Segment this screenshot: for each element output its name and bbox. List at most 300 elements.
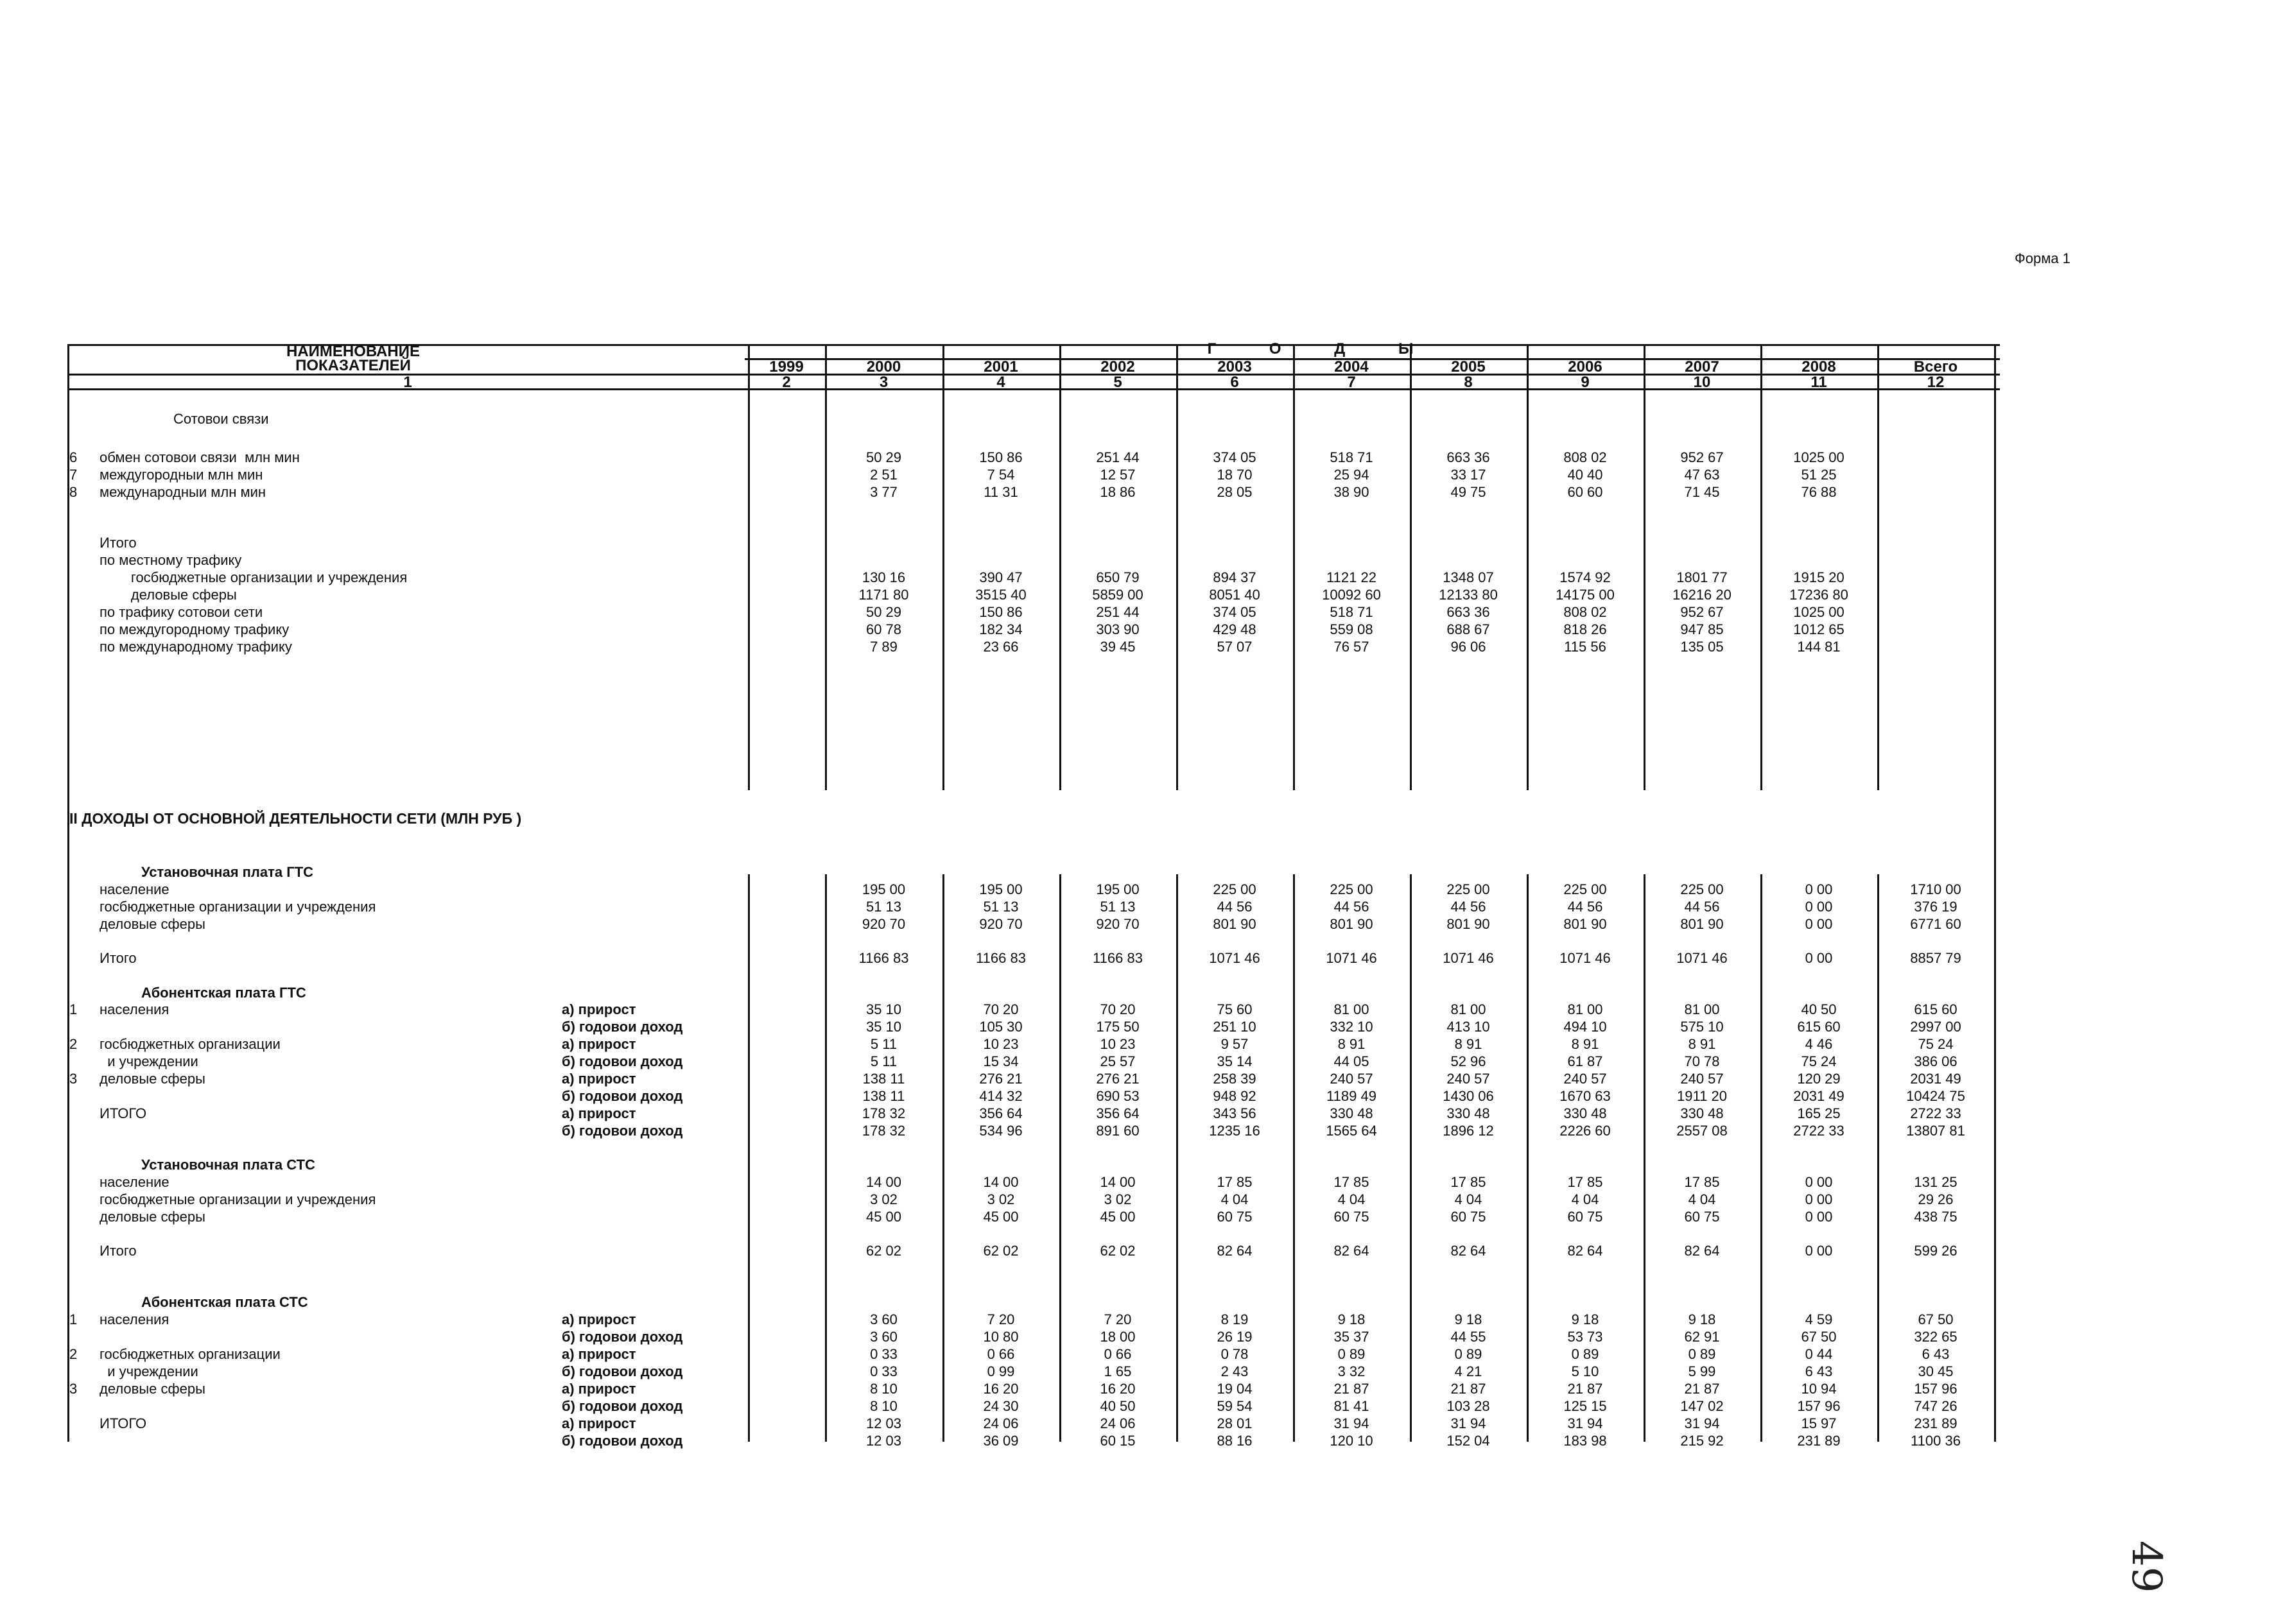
table-cell-value: 8 91 <box>1337 1036 1366 1052</box>
table-cell-value: 75 60 <box>1217 1001 1253 1017</box>
table-cell-value: 24 06 <box>1100 1415 1136 1431</box>
table-cell-value: 3 32 <box>1337 1363 1366 1379</box>
table-cell-value: 50 29 <box>865 449 902 465</box>
table-cell-value: 0 00 <box>1805 1174 1833 1190</box>
table-cell-value: 0 33 <box>870 1363 898 1379</box>
table-cell-value: 2 51 <box>870 467 898 483</box>
table-cell-value: 1430 06 <box>1443 1088 1494 1104</box>
table-cell-value: 82 64 <box>1567 1243 1603 1259</box>
table-cell-value: 51 25 <box>1801 467 1837 483</box>
column-divider <box>1760 344 1762 790</box>
table-cell-value: 115 56 <box>1564 639 1606 655</box>
table-cell-value: 82 64 <box>1450 1243 1486 1259</box>
table-cell-value: 808 02 <box>1563 449 1607 465</box>
table-cell-value: 690 53 <box>1096 1088 1140 1104</box>
table-cell-value: 17 85 <box>1450 1174 1486 1190</box>
table-cell-value: 131 25 <box>1914 1174 1957 1190</box>
table-cell-value: 4 04 <box>1571 1191 1599 1207</box>
column-number: 3 <box>879 374 889 391</box>
table-cell-value: 35 10 <box>865 1019 902 1035</box>
column-number: 1 <box>403 374 412 391</box>
table-left-border <box>67 344 69 1442</box>
table-cell-value: 808 02 <box>1563 604 1607 620</box>
column-divider <box>1527 874 1529 1442</box>
table-cell-value: 1121 22 <box>1326 569 1376 585</box>
table-cell-value: 1189 49 <box>1326 1088 1376 1104</box>
table-cell-value: 894 37 <box>1213 569 1256 585</box>
table-cell-value: 1915 20 <box>1793 569 1844 585</box>
column-divider <box>825 344 827 790</box>
table-cell-value: 50 29 <box>865 604 902 620</box>
table-cell-value: 330 48 <box>1680 1105 1724 1121</box>
table-cell-value: 21 87 <box>1567 1381 1603 1397</box>
table-cell-value: 152 04 <box>1446 1433 1490 1449</box>
table-cell-value: 4 04 <box>1337 1191 1366 1207</box>
table-cell-value: 429 48 <box>1213 621 1256 637</box>
table-cell-value: 0 66 <box>987 1346 1015 1362</box>
year-column-header: 2001 <box>984 358 1018 376</box>
section2-title: II ДОХОДЫ ОТ ОСНОВНОЙ ДЕЯТЕЛЬНОСТИ СЕТИ (МЛН РУБ ) <box>69 810 522 827</box>
table-cell-value: 615 60 <box>1914 1001 1957 1017</box>
table-cell-value: 952 67 <box>1680 604 1724 620</box>
table-cell-value: 952 67 <box>1680 449 1724 465</box>
row-label: госбюджетные организации и учреждения <box>100 1191 376 1207</box>
column-divider <box>942 344 944 790</box>
table-cell-value: 0 00 <box>1805 1243 1833 1259</box>
table-cell-value: 386 06 <box>1914 1053 1957 1069</box>
table-cell-value: 6 43 <box>1805 1363 1833 1379</box>
table-cell-value: 9 18 <box>1688 1311 1716 1327</box>
table-cell-value: 3 02 <box>987 1191 1015 1207</box>
table-cell-value: 17 85 <box>1567 1174 1603 1190</box>
table-cell-value: 67 50 <box>1918 1311 1954 1327</box>
table-cell-value: 45 00 <box>865 1209 902 1225</box>
table-cell-value: 801 90 <box>1446 916 1490 932</box>
table-cell-value: 138 11 <box>862 1071 905 1087</box>
table-cell-value: 2997 00 <box>1910 1019 1961 1035</box>
table-cell-value: 801 90 <box>1330 916 1373 932</box>
table-cell-value: 1710 00 <box>1910 881 1961 897</box>
table-cell-value: 7 20 <box>1104 1311 1132 1327</box>
row-sublabel: б) годовои доход <box>562 1433 683 1449</box>
table-cell-value: 147 02 <box>1680 1398 1724 1414</box>
table-cell-value: 225 00 <box>1213 881 1256 897</box>
table-cell-value: 5 11 <box>870 1053 898 1069</box>
row-sublabel: б) годовои доход <box>562 1019 683 1035</box>
table-cell-value: 663 36 <box>1446 604 1490 620</box>
column-divider <box>1293 344 1295 790</box>
row-label: деловые сферы <box>100 916 205 932</box>
table-cell-value: 71 45 <box>1684 484 1720 500</box>
table-cell-value: 599 26 <box>1914 1243 1957 1259</box>
column-number: 4 <box>996 374 1005 391</box>
table-cell-value: 0 00 <box>1805 1209 1833 1225</box>
table-cell-value: 10424 75 <box>1906 1088 1965 1104</box>
table-cell-value: 16 20 <box>1100 1381 1136 1397</box>
row-label: Итого <box>100 1243 137 1259</box>
table-cell-value: 19 04 <box>1217 1381 1253 1397</box>
column-divider <box>1410 874 1412 1442</box>
table-cell-value: 35 14 <box>1217 1053 1253 1069</box>
table-cell-value: 3 77 <box>870 484 898 500</box>
table-cell-value: 494 10 <box>1563 1019 1607 1035</box>
row-sublabel: б) годовои доход <box>562 1088 683 1104</box>
column-divider <box>1410 344 1412 790</box>
table-cell-value: 62 02 <box>865 1243 902 1259</box>
table-cell-value: 44 56 <box>1217 899 1253 915</box>
table-cell-value: 650 79 <box>1096 569 1140 585</box>
column-divider <box>825 874 827 1442</box>
table-cell-value: 182 34 <box>979 621 1023 637</box>
table-cell-value: 7 54 <box>987 467 1015 483</box>
table-cell-value: 51 13 <box>983 899 1019 915</box>
row-label: ИТОГО <box>100 1415 147 1431</box>
column-number: 11 <box>1810 374 1827 391</box>
table-cell-value: 2031 49 <box>1793 1088 1844 1104</box>
table-cell-value: 356 64 <box>1096 1105 1140 1121</box>
column-divider <box>748 344 750 790</box>
column-divider <box>1293 874 1295 1442</box>
table-cell-value: 62 91 <box>1684 1329 1720 1345</box>
column-number: 6 <box>1230 374 1239 391</box>
year-column-header: 2000 <box>866 358 901 376</box>
table-cell-value: 9 18 <box>1454 1311 1482 1327</box>
row-number: 2 <box>69 1346 78 1362</box>
table-cell-value: 18 00 <box>1100 1329 1136 1345</box>
table-cell-value: 0 89 <box>1688 1346 1716 1362</box>
table-cell-value: 9 57 <box>1220 1036 1249 1052</box>
table-cell-value: 14 00 <box>1100 1174 1136 1190</box>
table-cell-value: 40 50 <box>1100 1398 1136 1414</box>
table-cell-value: 920 70 <box>979 916 1023 932</box>
column-divider <box>1527 344 1529 790</box>
table-cell-value: 1012 65 <box>1793 621 1844 637</box>
row-label: обмен сотовои связи млн мин <box>100 449 300 465</box>
table-cell-value: 3 60 <box>870 1329 898 1345</box>
table-cell-value: 17 85 <box>1333 1174 1369 1190</box>
row-number: 1 <box>69 1311 78 1327</box>
column-divider <box>1760 874 1762 1442</box>
row-label: населения <box>100 1311 169 1327</box>
table-cell-value: 10 94 <box>1801 1381 1837 1397</box>
row-sublabel: а) прирост <box>562 1036 636 1052</box>
table-cell-value: 747 26 <box>1914 1398 1957 1414</box>
table-cell-value: 44 55 <box>1450 1329 1486 1345</box>
table-cell-value: 1071 46 <box>1326 950 1377 966</box>
table-cell-value: 240 57 <box>1680 1071 1724 1087</box>
table-cell-value: 60 75 <box>1684 1209 1720 1225</box>
table-cell-value: 8 91 <box>1454 1036 1482 1052</box>
column-divider <box>1644 874 1645 1442</box>
row-label: Установочная плата СТС <box>141 1157 315 1173</box>
page-number-handwritten: 49 <box>2122 1541 2170 1593</box>
table-cell-value: 13807 81 <box>1906 1123 1965 1139</box>
table-cell-value: 3 02 <box>1104 1191 1132 1207</box>
table-cell-value: 17236 80 <box>1789 587 1848 603</box>
table-cell-value: 51 13 <box>1100 899 1136 915</box>
table-cell-value: 130 16 <box>862 569 906 585</box>
row-label: и учреждении <box>100 1363 198 1379</box>
row-label: население <box>100 881 169 897</box>
table-cell-value: 33 17 <box>1450 467 1486 483</box>
table-cell-value: 44 05 <box>1333 1053 1369 1069</box>
table-cell-value: 120 29 <box>1797 1071 1841 1087</box>
column-divider <box>1877 344 1879 790</box>
table-cell-value: 144 81 <box>1797 639 1841 655</box>
column-divider <box>1877 874 1879 1442</box>
row-sublabel: а) прирост <box>562 1001 636 1017</box>
table-cell-value: 61 87 <box>1567 1053 1603 1069</box>
table-cell-value: 12 03 <box>865 1415 902 1431</box>
table-cell-value: 18 70 <box>1217 467 1253 483</box>
table-cell-value: 59 54 <box>1217 1398 1253 1414</box>
row-number: 8 <box>69 484 78 500</box>
row-label: госбюджетные организации и учреждения <box>100 569 408 585</box>
row-label: по междугородному трафику <box>100 621 290 637</box>
table-cell-value: 615 60 <box>1797 1019 1841 1035</box>
table-cell-value: 2557 08 <box>1676 1123 1728 1139</box>
row-label: Итого <box>100 535 137 551</box>
table-cell-value: 225 00 <box>1446 881 1490 897</box>
table-cell-value: 413 10 <box>1446 1019 1490 1035</box>
table-cell-value: 1235 16 <box>1209 1123 1260 1139</box>
row-label: по международному трафику <box>100 639 292 655</box>
table-cell-value: 39 45 <box>1100 639 1136 655</box>
table-cell-value: 125 15 <box>1563 1398 1607 1414</box>
column-number: 12 <box>1927 374 1945 391</box>
table-cell-value: 67 50 <box>1801 1329 1837 1345</box>
table-cell-value: 374 05 <box>1213 449 1256 465</box>
table-cell-value: 7 20 <box>987 1311 1015 1327</box>
column-divider <box>1059 874 1061 1442</box>
table-cell-value: 12 03 <box>865 1433 902 1449</box>
table-cell-value: 6 43 <box>1922 1346 1950 1362</box>
year-column-header: Всего <box>1913 358 1958 376</box>
row-label: и учреждении <box>100 1053 198 1069</box>
table-cell-value: 138 11 <box>862 1088 905 1104</box>
table-cell-value: 10 23 <box>983 1036 1019 1052</box>
table-cell-value: 5 99 <box>1688 1363 1716 1379</box>
table-cell-value: 14 00 <box>865 1174 902 1190</box>
table-cell-value: 5 11 <box>870 1036 898 1052</box>
table-cell-value: 57 07 <box>1217 639 1253 655</box>
table-cell-value: 81 00 <box>1684 1001 1720 1017</box>
year-column-header: 1999 <box>769 358 804 376</box>
table-cell-value: 376 19 <box>1914 899 1957 915</box>
table-cell-value: 2 43 <box>1220 1363 1249 1379</box>
column-divider <box>1176 874 1178 1442</box>
table-cell-value: 920 70 <box>862 916 906 932</box>
year-column-header: 2008 <box>1801 358 1836 376</box>
row-label: Абонентская плата СТС <box>141 1294 308 1310</box>
table-cell-value: 36 09 <box>983 1433 1019 1449</box>
row-label: госбюджетных организации <box>100 1346 281 1362</box>
table-cell-value: 17 85 <box>1684 1174 1720 1190</box>
table-cell-value: 1071 46 <box>1209 950 1260 966</box>
column-number: 5 <box>1113 374 1122 391</box>
table-cell-value: 24 30 <box>983 1398 1019 1414</box>
table-cell-value: 7 89 <box>870 639 898 655</box>
table-cell-value: 40 40 <box>1567 467 1603 483</box>
row-number: 6 <box>69 449 78 465</box>
table-cell-value: 135 05 <box>1680 639 1724 655</box>
table-cell-value: 390 47 <box>979 569 1023 585</box>
table-cell-value: 120 10 <box>1330 1433 1373 1449</box>
table-cell-value: 195 00 <box>979 881 1023 897</box>
row-sublabel: б) годовои доход <box>562 1053 683 1069</box>
table-cell-value: 9 18 <box>1337 1311 1366 1327</box>
column-number: 7 <box>1347 374 1356 391</box>
table-cell-value: 157 96 <box>1914 1381 1957 1397</box>
table-cell-value: 948 92 <box>1213 1088 1256 1104</box>
table-cell-value: 5 10 <box>1571 1363 1599 1379</box>
table-cell-value: 1911 20 <box>1677 1088 1727 1104</box>
header-name-line1: НАИМЕНОВАНИЕ <box>286 343 420 360</box>
table-cell-value: 4 46 <box>1805 1036 1833 1052</box>
table-cell-value: 322 65 <box>1914 1329 1957 1345</box>
row-label: ИТОГО <box>100 1105 147 1121</box>
table-cell-value: 105 30 <box>979 1019 1023 1035</box>
table-cell-value: 44 56 <box>1333 899 1369 915</box>
table-cell-value: 44 56 <box>1567 899 1603 915</box>
table-cell-value: 60 75 <box>1333 1209 1369 1225</box>
table-cell-value: 251 44 <box>1096 604 1140 620</box>
header-years-title: Г О Д Ы <box>1207 340 1438 358</box>
table-cell-value: 76 88 <box>1801 484 1837 500</box>
table-cell-value: 44 56 <box>1684 899 1720 915</box>
table-cell-value: 150 86 <box>979 604 1023 620</box>
table-cell-value: 60 75 <box>1567 1209 1603 1225</box>
table-cell-value: 31 94 <box>1450 1415 1486 1431</box>
table-cell-value: 178 32 <box>862 1123 906 1139</box>
table-cell-value: 1896 12 <box>1443 1123 1494 1139</box>
table-cell-value: 60 75 <box>1217 1209 1253 1225</box>
table-cell-value: 801 90 <box>1680 916 1724 932</box>
table-cell-value: 175 50 <box>1096 1019 1140 1035</box>
table-cell-value: 3 60 <box>870 1311 898 1327</box>
row-label: деловые сферы <box>100 1381 205 1397</box>
table-cell-value: 157 96 <box>1797 1398 1841 1414</box>
table-cell-value: 2722 33 <box>1793 1123 1844 1139</box>
row-label: деловые сферы <box>100 1071 205 1087</box>
row-label: население <box>100 1174 169 1190</box>
table-cell-value: 150 86 <box>979 449 1023 465</box>
table-cell-value: 60 78 <box>865 621 902 637</box>
table-cell-value: 165 25 <box>1797 1105 1841 1121</box>
column-number: 10 <box>1693 374 1711 391</box>
table-cell-value: 240 57 <box>1563 1071 1607 1087</box>
table-cell-value: 17 85 <box>1217 1174 1253 1190</box>
table-cell-value: 16 20 <box>983 1381 1019 1397</box>
table-cell-value: 663 36 <box>1446 449 1490 465</box>
table-cell-value: 1565 64 <box>1326 1123 1377 1139</box>
table-cell-value: 258 39 <box>1213 1071 1256 1087</box>
table-cell-value: 60 75 <box>1450 1209 1486 1225</box>
table-cell-value: 3515 40 <box>975 587 1027 603</box>
table-cell-value: 8 91 <box>1571 1036 1599 1052</box>
table-cell-value: 2226 60 <box>1559 1123 1611 1139</box>
year-column-header: 2004 <box>1334 358 1369 376</box>
table-cell-value: 62 02 <box>1100 1243 1136 1259</box>
year-column-header: 2006 <box>1568 358 1602 376</box>
table-cell-value: 1025 00 <box>1793 449 1844 465</box>
table-cell-value: 40 50 <box>1801 1001 1837 1017</box>
row-number: 7 <box>69 467 78 483</box>
row-number: 3 <box>69 1071 78 1087</box>
table-cell-value: 16216 20 <box>1672 587 1732 603</box>
table-cell-value: 1100 36 <box>1911 1433 1961 1449</box>
table-cell-value: 70 20 <box>983 1001 1019 1017</box>
table-cell-value: 62 02 <box>983 1243 1019 1259</box>
table-cell-value: 44 56 <box>1450 899 1486 915</box>
table-cell-value: 8857 79 <box>1910 950 1961 966</box>
table-cell-value: 438 75 <box>1914 1209 1957 1225</box>
table-cell-value: 88 16 <box>1217 1433 1253 1449</box>
column-divider <box>1059 344 1061 790</box>
table-cell-value: 60 60 <box>1567 484 1603 500</box>
table-cell-value: 11 31 <box>984 484 1018 500</box>
table-cell-value: 12 57 <box>1100 467 1136 483</box>
table-cell-value: 225 00 <box>1330 881 1373 897</box>
table-cell-value: 8 10 <box>870 1398 898 1414</box>
table-cell-value: 53 73 <box>1567 1329 1603 1345</box>
table-cell-value: 195 00 <box>1096 881 1140 897</box>
column-divider <box>942 874 944 1442</box>
column-divider <box>1176 344 1178 790</box>
table-cell-value: 8 19 <box>1220 1311 1249 1327</box>
table-cell-value: 31 94 <box>1333 1415 1369 1431</box>
table-cell-value: 4 04 <box>1454 1191 1482 1207</box>
table-cell-value: 1166 83 <box>858 950 909 966</box>
year-column-header: 2002 <box>1100 358 1135 376</box>
table-cell-value: 1348 07 <box>1443 569 1494 585</box>
section-cellular-title: Сотовои связи <box>173 411 269 427</box>
table-cell-value: 1166 83 <box>976 950 1026 966</box>
table-cell-value: 29 26 <box>1918 1191 1954 1207</box>
row-sublabel: б) годовои доход <box>562 1363 683 1379</box>
table-cell-value: 688 67 <box>1446 621 1490 637</box>
table-cell-value: 920 70 <box>1096 916 1140 932</box>
row-sublabel: а) прирост <box>562 1311 636 1327</box>
table-cell-value: 10092 60 <box>1322 587 1381 603</box>
table-cell-value: 10 23 <box>1100 1036 1136 1052</box>
table-cell-value: 30 45 <box>1918 1363 1954 1379</box>
table-cell-value: 276 21 <box>979 1071 1023 1087</box>
table-cell-value: 1071 46 <box>1559 950 1611 966</box>
row-label: по трафику сотовои сети <box>100 604 263 620</box>
table-cell-value: 1670 63 <box>1559 1088 1611 1104</box>
table-cell-value: 4 04 <box>1688 1191 1716 1207</box>
table-cell-value: 25 57 <box>1100 1053 1136 1069</box>
table-cell-value: 24 06 <box>983 1415 1019 1431</box>
table-cell-value: 81 00 <box>1567 1001 1603 1017</box>
table-cell-value: 183 98 <box>1563 1433 1607 1449</box>
table-cell-value: 75 24 <box>1801 1053 1837 1069</box>
table-cell-value: 1071 46 <box>1676 950 1728 966</box>
table-cell-value: 52 96 <box>1450 1053 1486 1069</box>
table-cell-value: 4 21 <box>1454 1363 1482 1379</box>
table-cell-value: 0 00 <box>1805 950 1833 966</box>
table-cell-value: 801 90 <box>1213 916 1256 932</box>
row-sublabel: а) прирост <box>562 1346 636 1362</box>
table-cell-value: 8 91 <box>1688 1036 1716 1052</box>
table-cell-value: 76 57 <box>1333 639 1369 655</box>
table-cell-value: 276 21 <box>1096 1071 1140 1087</box>
table-cell-value: 14175 00 <box>1556 587 1615 603</box>
table-cell-value: 215 92 <box>1680 1433 1724 1449</box>
table-cell-value: 0 00 <box>1805 881 1833 897</box>
table-cell-value: 0 89 <box>1337 1346 1366 1362</box>
